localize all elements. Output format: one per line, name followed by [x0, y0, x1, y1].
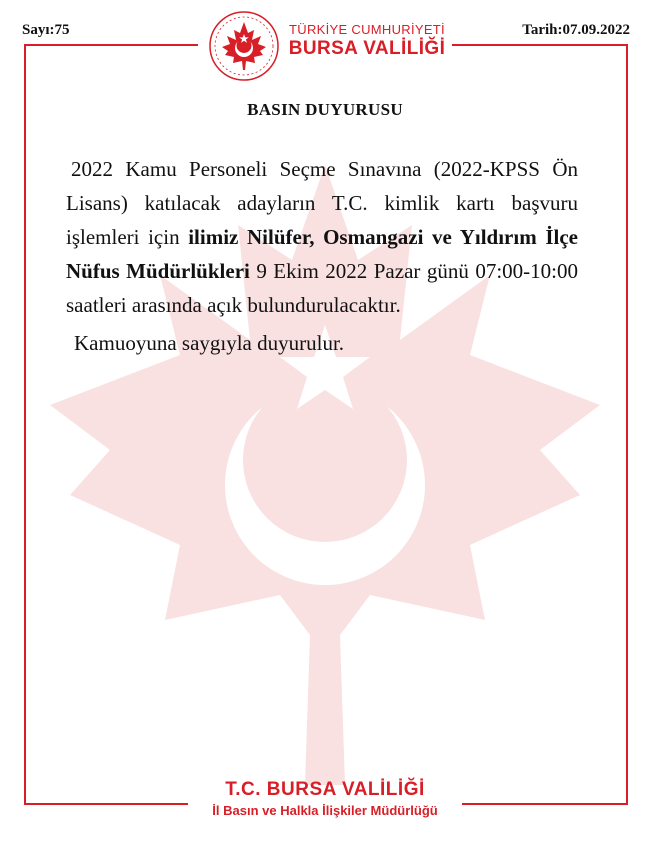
- body-text-part2: 9 Ekim 2022 Pazar günü 07:00-10:00 saatleri arasında açık bulundurulacaktır.: [66, 259, 579, 317]
- governorship-emblem-icon: [208, 10, 280, 82]
- org-governorship-line: BURSA VALİLİĞİ: [288, 38, 446, 59]
- document-date: Tarih:07.09.2022: [522, 22, 630, 38]
- footer-title: T.C. BURSA VALİLİĞİ: [225, 779, 425, 800]
- footer: [0, 778, 650, 820]
- footer-subtitle: İl Basın ve Halkla İlişkiler Müdürlüğü: [212, 803, 438, 818]
- closing-line: Kamuoyuna saygıyla duyurulur.: [74, 331, 345, 355]
- org-country-line: TÜRKİYE CUMHURİYETİ: [289, 22, 445, 37]
- document-number: Sayı:75: [22, 22, 70, 38]
- page-title: BASIN DUYURUSU: [247, 100, 403, 119]
- body-text-bold: ilimiz Nilüfer, Osmangazi ve Yıldırım İlçe Nüfus Müdürlükleri: [66, 225, 578, 283]
- body-text-part1: 2022 Kamu Personeli Seçme Sınavına (2022-KPSS Ön Lisans) katılacak adayların T.C. kimlik kartı başvuru işlemleri için: [66, 157, 578, 249]
- announcement-body: [66, 152, 578, 322]
- header-organization: [282, 22, 452, 60]
- announcement-paragraph: [66, 152, 578, 322]
